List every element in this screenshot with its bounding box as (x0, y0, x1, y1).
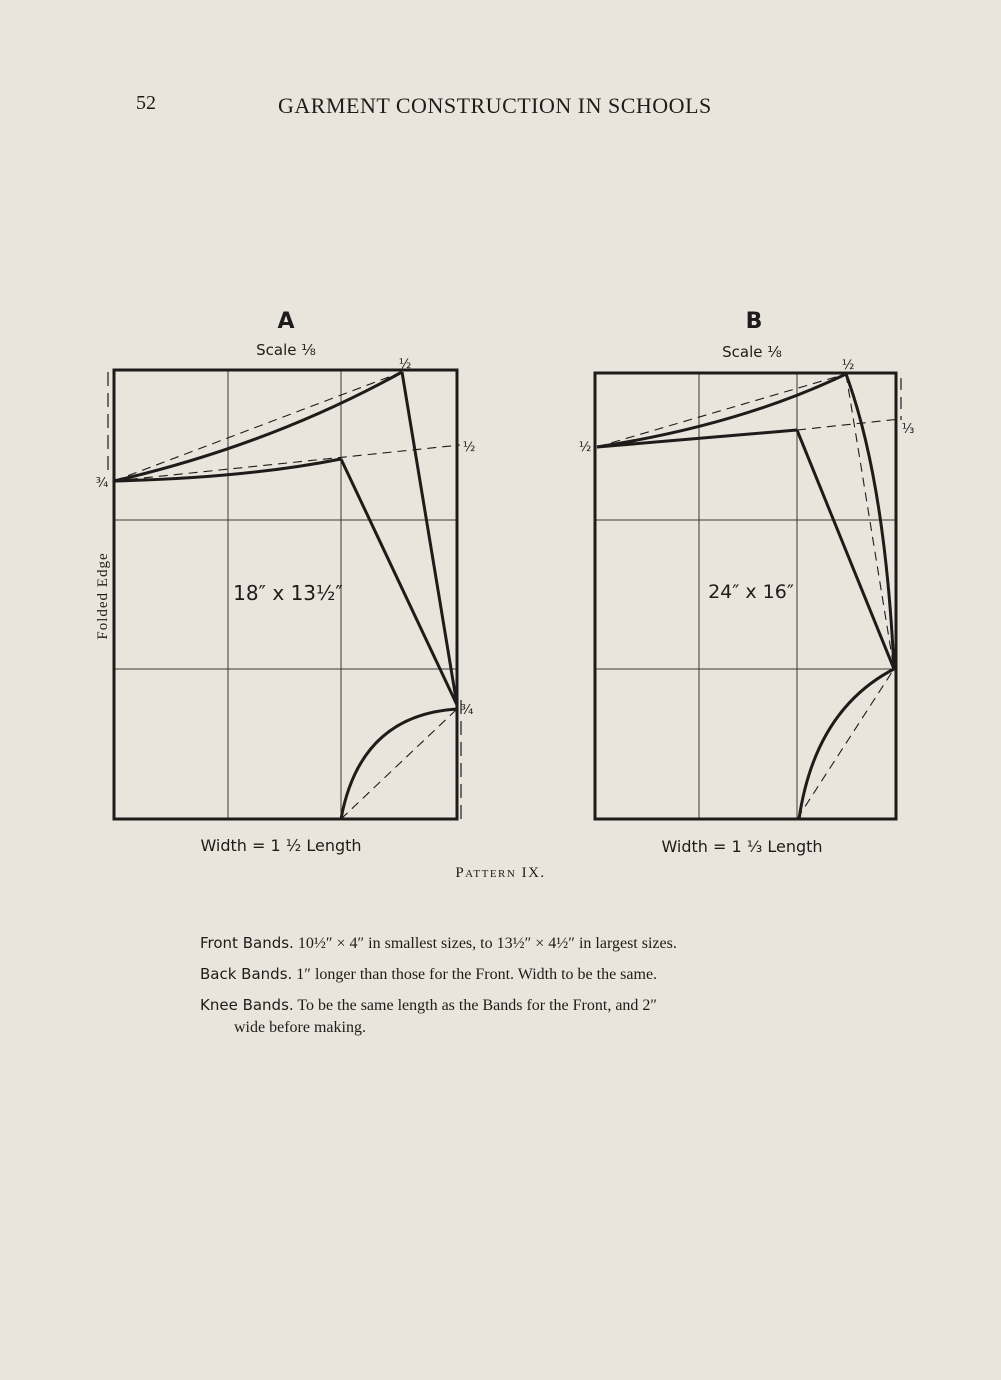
note-continuation: wide before making. (234, 1019, 366, 1036)
diagram-a-scale: Scale ⅛ (256, 341, 316, 359)
running-head: GARMENT CONSTRUCTION IN SCHOOLS (278, 93, 712, 118)
note-text: 10½″ × 4″ in smallest sizes, to 13½″ × 4½″ in largest sizes. (297, 935, 677, 952)
note-back-bands (200, 963, 820, 986)
note-text: To be the same length as the Bands for the Front, and 2″ (297, 997, 658, 1014)
diagram-a (95, 309, 475, 855)
note-knee-bands (200, 994, 820, 1039)
note-front-bands (200, 932, 820, 955)
diagram-a-mark-lower-right: ¾ (460, 703, 474, 718)
diagram-b-dimensions: 24″ x 16″ (708, 581, 794, 603)
pattern-notes (200, 932, 820, 1047)
figure-caption: Pattern IX. (455, 865, 546, 881)
diagram-a-mark-right: ½ (462, 440, 476, 455)
note-text: 1″ longer than those for the Front. Width to be the same. (296, 966, 658, 983)
diagram-b-width-rule: Width = 1 ⅓ Length (661, 837, 823, 856)
diagram-a-mark-top: ½ (398, 357, 412, 372)
diagram-b-letter: B (745, 309, 763, 334)
note-term: Front Bands. (200, 934, 294, 952)
diagram-a-folded-edge-label: Folded Edge (95, 552, 111, 640)
diagram-a-letter: A (277, 309, 295, 334)
diagram-b-mark-top: ½ (841, 358, 855, 373)
diagram-b-scale: Scale ⅛ (722, 343, 782, 361)
diagram-b-mark-right: ⅓ (901, 422, 915, 437)
diagram-b (579, 309, 915, 856)
diagram-a-mark-left: ¾ (95, 476, 109, 491)
note-term: Knee Bands. (200, 996, 294, 1014)
page-number: 52 (136, 92, 156, 114)
diagram-a-dimensions: 18″ x 13½″ (233, 581, 343, 605)
diagram-b-mark-left: ½ (578, 440, 592, 455)
note-term: Back Bands. (200, 965, 293, 983)
diagram-a-width-rule: Width = 1 ½ Length (200, 836, 362, 855)
